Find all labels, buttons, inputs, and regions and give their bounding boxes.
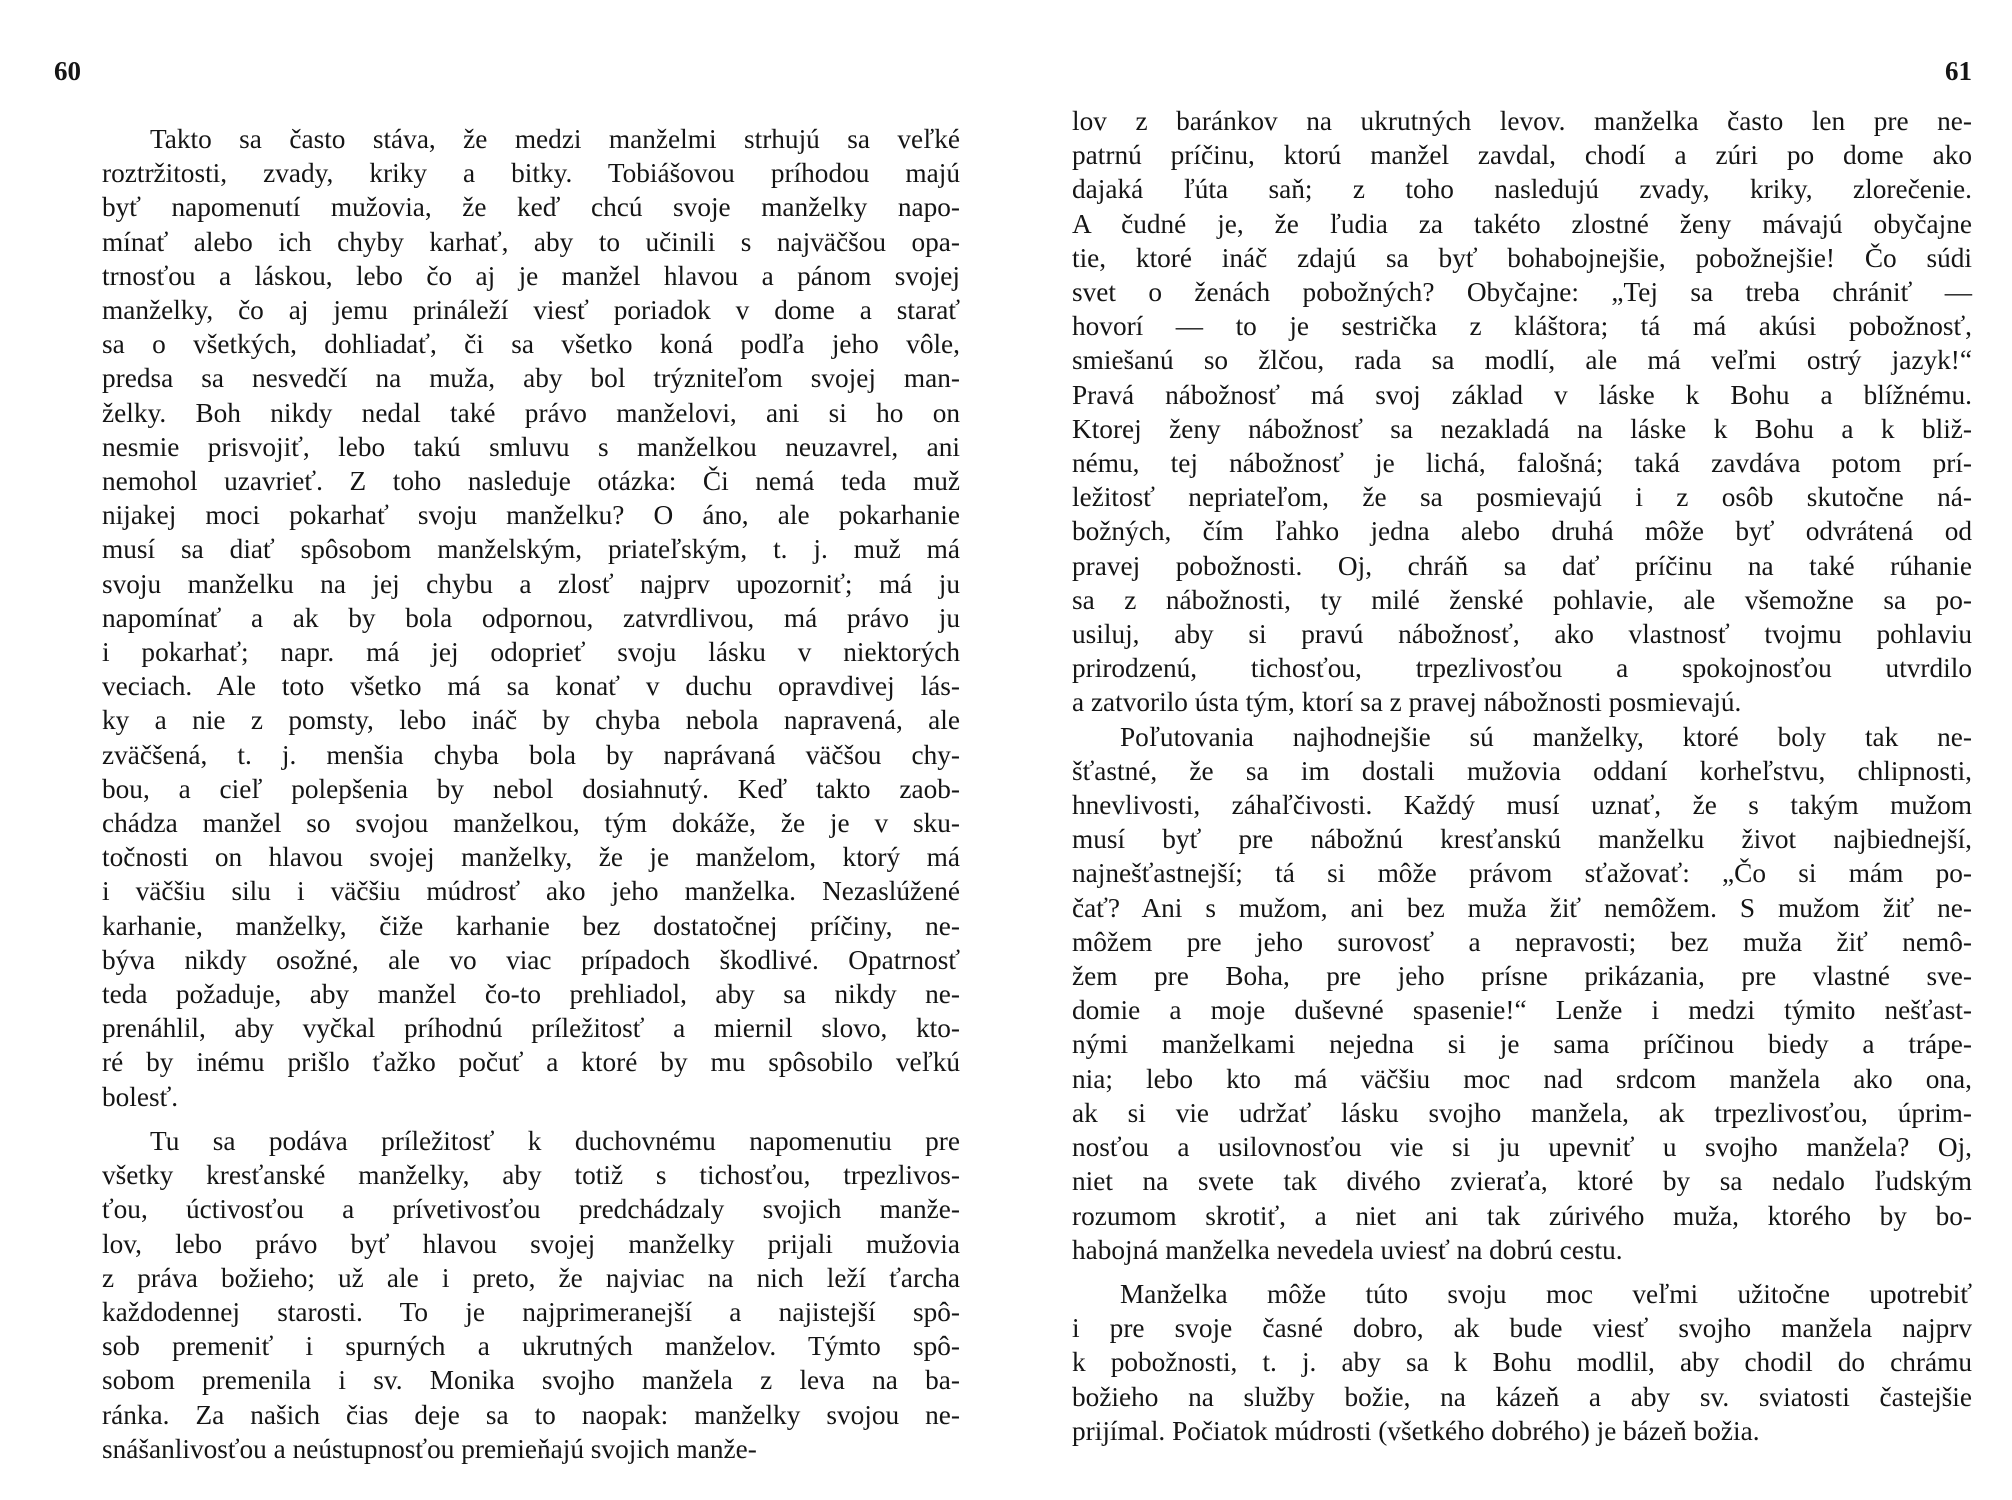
page-text [102, 122, 960, 1466]
text-line: sob premeniť i spurných a ukrutných manželov. Týmto spô- [102, 1331, 960, 1362]
text-line: ťou, úctivosťou a prívetivosťou predchádzaly svojich manže- [102, 1194, 960, 1225]
text-line: veciach. Ale toto všetko má sa konať v duchu opravdivej lás- [102, 671, 960, 702]
text-line: usiluj, aby si pravú nábožnosť, ako vlastnosť tvojmu pohlaviu [1072, 619, 1972, 650]
text-line: Ktorej ženy nábožnosť sa nezakladá na láske k Bohu a k bliž- [1072, 413, 1972, 444]
text-line: snášanlivosťou a neústupnosťou premieňajú svojich manže- [102, 1433, 757, 1464]
text-line: Manželka môže túto svoju moc veľmi užitočne upotrebiť [1120, 1278, 1972, 1309]
text-line: pravej pobožnosti. Oj, chráň sa dať príčinu na také rúhanie [1072, 550, 1972, 581]
text-line: prenáhlil, aby vyčkal príhodnú príležitosť a miernil slovo, kto- [102, 1013, 960, 1044]
page-number: 60 [54, 56, 81, 86]
text-line: habojná manželka nevedela uviesť na dobrú cestu. [1072, 1234, 1623, 1265]
text-line: i pre svoje časné dobro, ak bude viesť svojho manžela najprv [1072, 1313, 1972, 1344]
left-page [40, 0, 960, 1500]
text-line: tie, ktoré ináč zdajú sa byť bohabojnejšie, pobožnejšie! Čo súdi [1072, 242, 1972, 273]
text-line: bolesť. [102, 1081, 179, 1112]
text-line: čať? Ani s mužom, ani bez muža žiť nemôžem. S mužom žiť ne- [1072, 892, 1972, 923]
text-line: svoju manželku na jej chybu a zlosť najprv upozorniť; má ju [102, 568, 960, 599]
text-line: trnosťou a láskou, lebo čo aj je manžel hlavou a pánom svojej [102, 260, 960, 291]
text-line: karhanie, manželky, čiže karhanie bez dostatočnej príčiny, ne- [102, 910, 960, 941]
text-line: nijakej moci pokarhať svoju manželku? O áno, ale pokarhanie [102, 500, 960, 531]
text-line: žem pre Boha, pre jeho prísne prikázania, pre vlastné sve- [1072, 961, 1972, 992]
text-line: Pravá nábožnosť má svoj základ v láske k Bohu a blížnému. [1072, 379, 1972, 410]
text-line: môžem pre jeho surovosť a nepravosti; bez muža žiť nemô- [1072, 926, 1972, 957]
text-line: lov z baránkov na ukrutných levov. manželka často len pre ne- [1072, 106, 1972, 136]
text-line: sa z nábožnosti, ty milé ženské pohlavie, ale všemožne sa po- [1072, 584, 1972, 615]
text-line: manželky, čo aj jemu prináleží viesť poriadok v dome a starať [102, 295, 960, 326]
text-line: ležitosť nepriateľom, že sa posmievajú i z osôb skutočne ná- [1072, 482, 1972, 513]
text-line: božných, čím ľahko jedna alebo druhá môže byť odvrátená od [1072, 516, 1972, 547]
text-line: hovorí — to je sestrička z kláštora; tá má akúsi pobožnosť, [1072, 311, 1972, 342]
text-line: želky. Boh nikdy nedal také právo manželovi, ani si ho on [102, 397, 960, 428]
text-line: predsa sa nesvedčí na muža, aby bol trýzniteľom svojej man- [102, 363, 960, 394]
text-line: ak si vie udržať lásku svojho manžela, ak trpezlivosťou, úprim- [1072, 1097, 1972, 1128]
text-line: Takto sa často stáva, že medzi manželmi strhujú sa veľké [150, 124, 960, 154]
text-line: nemohol uzavrieť. Z toho nasleduje otázka: Či nemá teda muž [102, 466, 960, 497]
text-line: musí byť pre nábožnú kresťanskú manželku život najbiednejší, [1072, 824, 1972, 855]
text-line: Poľutovania najhodnejšie sú manželky, ktoré boly tak ne- [1120, 721, 1972, 752]
text-line: sobom premenila i sv. Monika svojho manžela z leva na ba- [102, 1365, 960, 1396]
text-line: šťastné, že sa im dostali mužovia oddaní korheľstvu, chlipnosti, [1072, 755, 1972, 786]
text-line: rozumom skrotiť, a niet ani tak zúrivého muža, ktorého by bo- [1072, 1200, 1972, 1231]
text-line: i väčšiu silu i väčšiu múdrosť ako jeho manželka. Nezaslúžené [102, 876, 960, 907]
text-line: nosťou a usilovnosťou vie si ju upevniť u svojho manžela? Oj, [1072, 1132, 1972, 1163]
text-line: A čudné je, že ľudia za takéto zlostné ženy mávajú obyčajne [1072, 208, 1972, 239]
text-line: bou, a cieľ polepšenia by nebol dosiahnutý. Keď takto zaob- [102, 773, 960, 804]
text-line: k pobožnosti, t. j. aby sa k Bohu modlil, aby chodil do chrámu [1072, 1347, 1972, 1378]
text-line: nému, tej nábožnosť je lichá, falošná; taká zavdáva potom prí- [1072, 448, 1972, 479]
text-line: lov, lebo právo byť hlavou svojej manželky prijali mužovia [102, 1228, 960, 1259]
text-line: prijímal. Počiatok múdrosti (všetkého dobrého) je bázeň božia. [1072, 1415, 1760, 1446]
text-line: každodennej starosti. To je najprimeranejší a najistejší spô- [102, 1296, 960, 1327]
text-line: nesmie prisvojiť, lebo takú smluvu s manželkou neuzavrel, ani [102, 431, 960, 462]
text-line: byť napomenutí mužovia, že keď chcú svoje manželky napo- [102, 192, 960, 223]
text-line: svet o ženách pobožných? Obyčajne: „Tej sa treba chrániť — [1072, 277, 1972, 308]
text-line: všetky kresťanské manželky, aby totiž s tichosťou, trpezlivos- [102, 1160, 960, 1191]
text-line: domie a moje duševné spasenie!“ Lenže i medzi týmito nešťast- [1072, 995, 1972, 1026]
right-page [1072, 0, 1972, 1500]
text-line: ránka. Za našich čias deje sa to naopak: manželky svojou ne- [102, 1399, 960, 1430]
page-text [1072, 104, 1972, 1448]
page-number: 61 [1945, 56, 1972, 86]
text-line: z práva božieho; už ale i preto, že najviac na nich leží ťarcha [102, 1262, 960, 1293]
text-line: božieho na služby božie, na kázeň a aby sv. sviatosti častejšie [1072, 1381, 1972, 1412]
text-line: zväčšená, t. j. menšia chyba bola by naprávaná väčšou chy- [102, 739, 960, 770]
text-line: Tu sa podáva príležitosť k duchovnému napomenutiu pre [150, 1125, 960, 1156]
text-line: musí sa diať spôsobom manželským, priateľským, t. j. muž má [102, 534, 960, 565]
text-line: točnosti on hlavou svojej manželky, že je manželom, ktorý má [102, 842, 960, 873]
text-line: smiešanú so žlčou, rada sa modlí, ale má veľmi ostrý jazyk!“ [1072, 345, 1972, 376]
text-line: chádza manžel so svojou manželkou, tým dokáže, že je v sku- [102, 808, 960, 839]
text-line: dajaká ľúta saň; z toho nasledujú zvady, kriky, zlorečenie. [1072, 174, 1972, 205]
text-line: roztržitosti, zvady, kriky a bitky. Tobiášovou príhodou majú [102, 158, 960, 189]
text-line: a zatvorilo ústa tým, ktorí sa z pravej nábožnosti posmievajú. [1072, 687, 1742, 718]
text-line: prirodzenú, tichosťou, trpezlivosťou a spokojnosťou utvrdilo [1072, 653, 1972, 684]
text-line: niet na svete tak divého zvieraťa, ktoré by sa nedalo ľudským [1072, 1166, 1972, 1197]
text-line: napomínať a ak by bola odpornou, zatvrdlivou, má právo ju [102, 602, 960, 633]
text-line: nia; lebo kto má väčšiu moc nad srdcom manžela ako ona, [1072, 1063, 1972, 1094]
text-line: mínať alebo ich chyby karhať, aby to učinili s najväčšou opa- [102, 226, 960, 257]
text-line: hnevlivosti, záhaľčivosti. Každý musí uznať, že s takým mužom [1072, 790, 1972, 821]
text-line: i pokarhať; napr. má jej odoprieť svoju lásku v niektorých [102, 637, 960, 668]
text-line: ky a nie z pomsty, lebo ináč by chyba nebola napravená, ale [102, 705, 960, 736]
text-line: ré by inému prišlo ťažko počuť a ktoré by mu spôsobilo veľkú [102, 1047, 960, 1078]
text-line: býva nikdy osožné, ale vo viac prípadoch škodlivé. Opatrnosť [102, 944, 960, 975]
text-line: sa o všetkých, dohliadať, či sa všetko koná podľa jeho vôle, [102, 329, 960, 360]
text-line: najnešťastnejší; tá si môže právom sťažovať: „Čo si mám po- [1072, 858, 1972, 889]
text-line: patrnú príčinu, ktorú manžel zavdal, chodí a zúri po dome ako [1072, 140, 1972, 171]
text-line: teda požaduje, aby manžel čo-to prehliadol, aby sa nikdy ne- [102, 979, 960, 1010]
text-line: nými manželkami nejedna si je sama príčinou biedy a trápe- [1072, 1029, 1972, 1060]
